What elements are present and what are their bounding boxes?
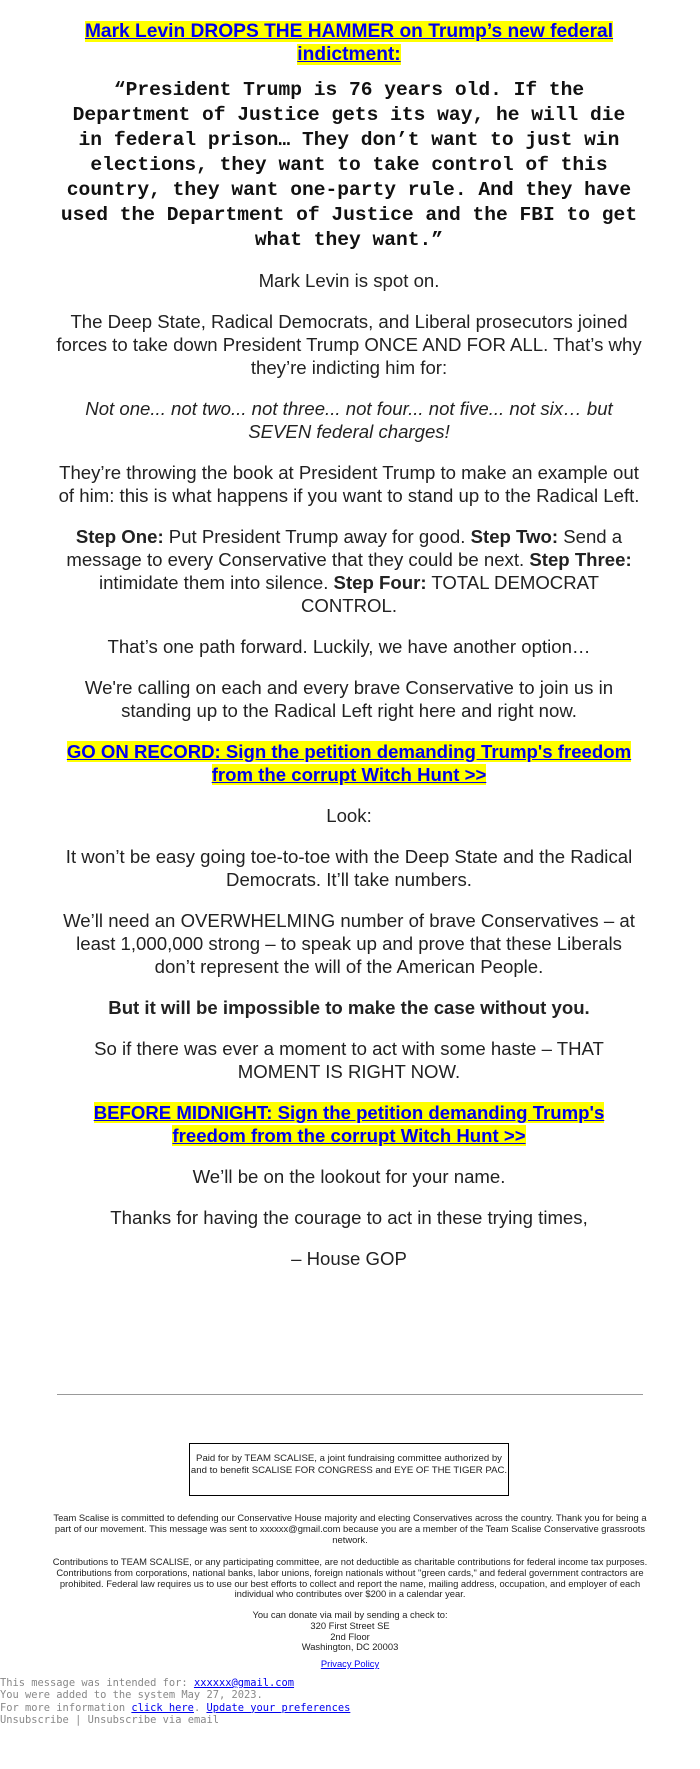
unsubscribe-line [0,1714,350,1726]
cta-paragraph-1 [56,740,642,786]
intended-email-link[interactable]: xxxxxx@gmail.com [193,1677,295,1689]
info-line [0,1702,350,1714]
unsubscribe-link[interactable]: Unsubscribe [0,1714,69,1727]
mail-intro: You can donate via mail by sending a check to: [252,1609,448,1620]
petition-link-before-midnight[interactable]: BEFORE MIDNIGHT: Sign the petition demanding Trump's freedom from the corrupt Witch Hunt >> [93,1102,605,1146]
body-paragraph-8: It won’t be easy going toe-to-toe with the Deep State and the Radical Democrats. It’ll take numbers. [65,846,633,890]
address-line-2: 2nd Floor [330,1630,370,1642]
body-paragraph-9: We’ll need an OVERWHELMING number of brave Conservatives – at least 1,000,000 strong – to speak up and prove that these Liberals don’t represent the will of the American People. [63,910,635,977]
signature: – House GOP [291,1248,407,1269]
intended-prefix: This message was intended for: [0,1677,194,1689]
system-footer [0,1677,350,1727]
step-four-text: TOTAL DEMOCRAT CONTROL. [300,572,600,616]
body-paragraph-11: So if there was ever a moment to act with some haste – THAT MOMENT IS RIGHT NOW. [94,1038,604,1082]
steps-paragraph [56,525,642,617]
divider [57,1394,643,1395]
committed-disclaimer: Team Scalise is committed to defending our Conservative House majority and electing Conservatives across the country. Thank you for being a part of our movement. This message was sent to xxxxxx@gmail.com because you are a member of the Team Scalise Conservative grassroots network. [53,1512,647,1545]
body-paragraph-5: That’s one path forward. Luckily, we have another option… [107,636,591,657]
added-line: You were added to the system May 27, 2023. [0,1689,263,1702]
click-here-link[interactable]: click here [131,1701,194,1714]
step-two-label: Step Two: [470,526,559,547]
headline-paragraph [56,20,642,66]
body-paragraph-4: They’re throwing the book at President Trump to make an example out of him: this is what happens if you want to stand up to the Radical Left. [58,462,640,506]
step-one-text: Put President Trump away for good. [163,526,471,547]
unsubscribe-email-link[interactable]: Unsubscribe via email [87,1714,219,1727]
info-prefix: For more information [0,1701,132,1714]
cta-paragraph-2 [56,1101,642,1147]
body-paragraph-10: But it will be impossible to make the case without you. [108,997,590,1018]
body-paragraph-7: Look: [326,805,372,826]
unsubscribe-separator: | [68,1714,88,1727]
update-preferences-link[interactable]: Update your preferences [206,1701,351,1714]
body-paragraph-1: Mark Levin is spot on. [258,270,440,291]
privacy-paragraph [48,1659,652,1670]
petition-link-go-on-record[interactable]: GO ON RECORD: Sign the petition demanding Trump's freedom from the corrupt Witch Hunt >> [66,741,632,785]
body-paragraph-3: Not one... not two... not three... not four... not five... not six… but SEVEN federal charges! [85,398,613,442]
body-paragraph-13: Thanks for having the courage to act in these trying times, [110,1207,588,1228]
contributions-disclaimer: Contributions to TEAM SCALISE, or any participating committee, are not deductible as charitable contributions for federal income tax purposes. Contributions from corporations, national banks, labor unions, foreign nationals without "green cards," and federal government contractors are prohibited. Federal law requires us to use our best efforts to collect and report the name, mailing address, occupation, and employer of each individual who contributes over $200 in a calendar year. [52,1556,648,1600]
paid-for-box [189,1443,509,1496]
step-two-text: Send a message to every Conservative that they could be next. [66,526,623,570]
step-three-text: intimidate them into silence. [98,572,334,593]
email-body [56,20,642,1270]
levin-quote: “President Trump is 76 years old. If the Department of Justice gets its way, he will die in federal prison… They don’t want to just win elections, they want to take control of this country, they want one-party rule. And they have used the Department of Justice and the FBI to get what they want.” [60,79,638,251]
paid-for-text: Paid for by TEAM SCALISE, a joint fundraising committee authorized by and to benefit SCALISE FOR CONGRESS and EYE OF THE TIGER PAC. [190,1453,508,1476]
info-separator: . [193,1701,207,1714]
body-paragraph-12: We’ll be on the lookout for your name. [192,1166,506,1187]
address-line-1: 320 First Street SE [310,1619,390,1631]
step-one-label: Step One: [75,526,164,547]
step-four-label: Step Four: [333,572,427,593]
headline-link[interactable]: Mark Levin DROPS THE HAMMER on Trump’s new federal indictment: [84,21,614,65]
step-three-label: Step Three: [529,549,632,570]
body-paragraph-2: The Deep State, Radical Democrats, and Liberal prosecutors joined forces to take down President Trump ONCE AND FOR ALL. That’s why they’re indicting him for: [56,311,642,378]
mail-address-block [48,1610,652,1653]
address-line-3: Washington, DC 20003 [301,1641,399,1653]
body-paragraph-6: We're calling on each and every brave Conservative to join us in standing up to the Radical Left right here and right now. [84,677,614,721]
intended-line [0,1677,350,1689]
privacy-policy-link[interactable]: Privacy Policy [320,1658,380,1669]
